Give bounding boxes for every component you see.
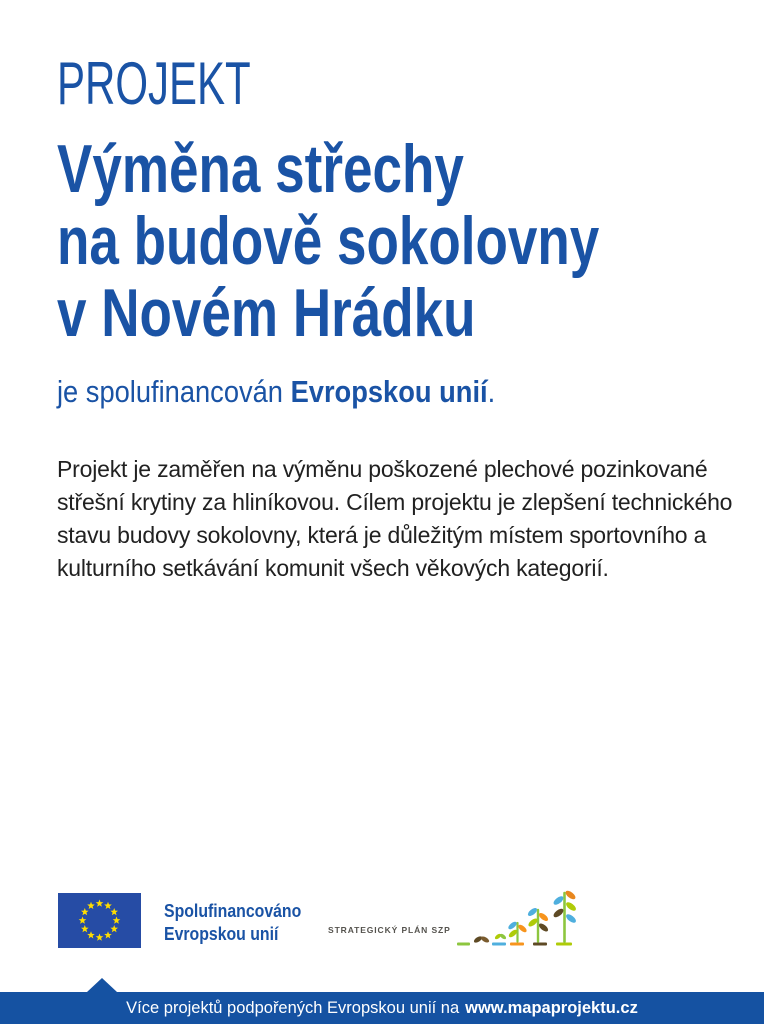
project-description: Projekt je zaměřen na výměnu poškozené plechové pozinkované střešní krytiny za hliníkovou. Cílem projektu je zlepšení technického stavu budovy sokolovny, která je důležitým místem sportovního a kulturního setkávání komunit všech věkových kategorií. [57,456,733,581]
title-line-2: na budově sokolovny [57,203,600,279]
footer-bar [0,992,764,1024]
footer-arrow-icon [87,978,117,992]
eu-cofunded-logo [58,893,320,948]
szp-strategic-plan-logo [328,884,582,952]
cofinancing-subtitle [57,372,495,412]
szp-plants-icon [457,884,582,952]
title-line-3: v Novém Hrádku [57,275,476,351]
eu-cofunded-label [164,900,301,946]
kicker-projekt: PROJEKT [57,50,251,117]
subtitle-prefix: je spolufinancován [57,374,291,409]
szp-label: STRATEGICKÝ PLÁN SZP [328,925,451,935]
project-title [57,133,599,349]
footer-text: Více projektů podpořených Evropskou unií na [126,998,460,1017]
title-line-1: Výměna střechy [57,131,464,207]
footer-link[interactable]: www.mapaprojektu.cz [465,998,638,1017]
eu-label-line-1: Spolufinancováno [164,901,302,921]
subtitle-suffix: . [487,374,496,409]
subtitle-eu-bold: Evropskou unií [290,374,488,409]
eu-flag-icon [58,893,141,948]
eu-label-line-2: Evropskou unií [164,924,279,944]
